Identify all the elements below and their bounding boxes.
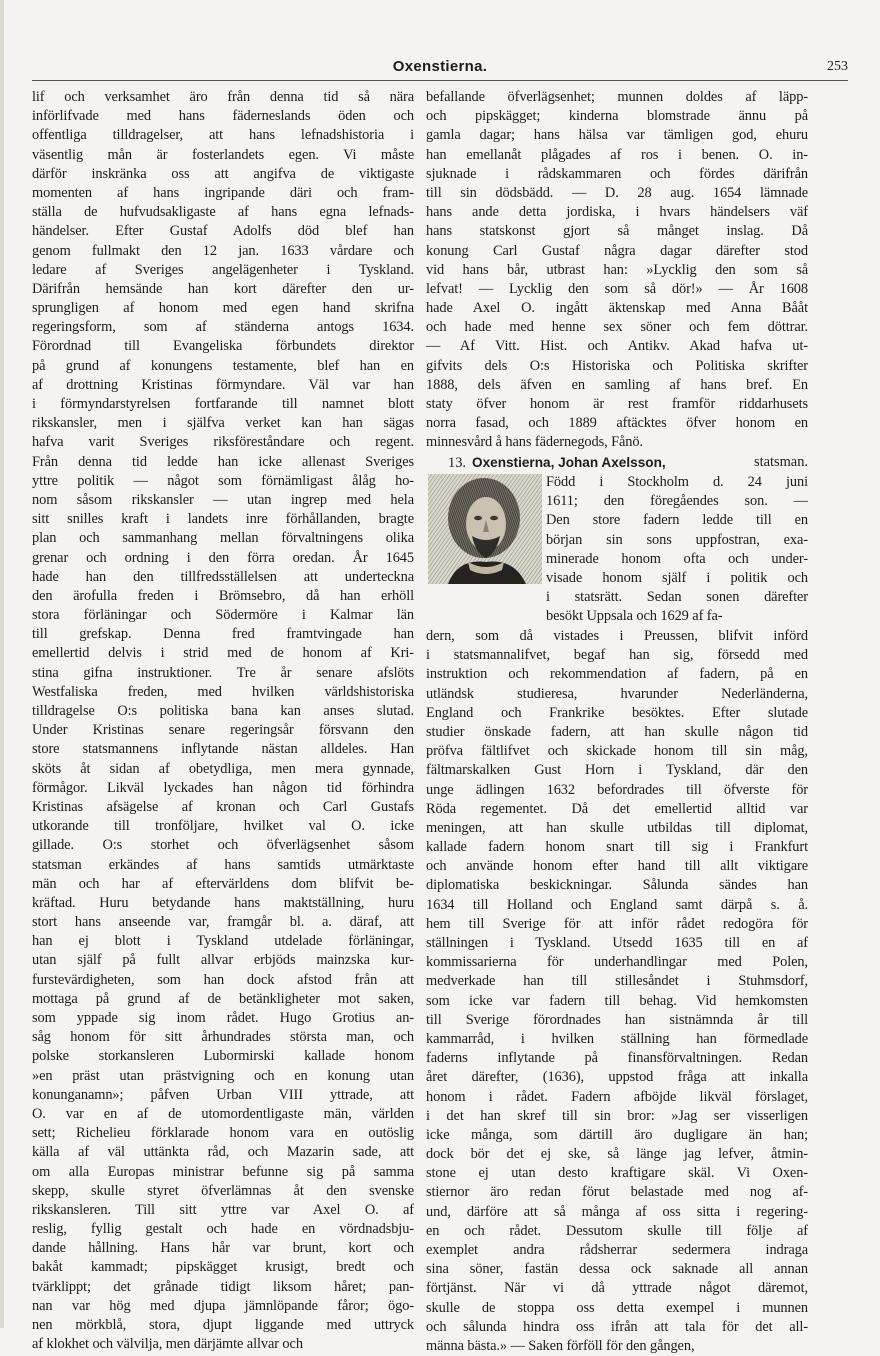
text-line: som yppade sig inom rådet. Hugo Grotius an- bbox=[32, 1010, 414, 1026]
text-line: skepp, skulle styret öfverlämnas åt den svenske bbox=[32, 1182, 414, 1199]
text-line: män och har af eftervärldens dom blifvit be- bbox=[32, 875, 414, 892]
text-line: Westfaliska freden, med hvilken världshistoriska bbox=[32, 683, 414, 700]
text-line: hade han den tillfredsställelsen att underteckna bbox=[32, 568, 414, 585]
text-line: pröfva fältlifvet och skickade honom till sin måg, bbox=[426, 743, 808, 760]
text-line: nom såsom rikskansler — utan ingrep med hela bbox=[32, 491, 414, 508]
text-line: utan själf på fullt allvar erbjöds mainzska kur- bbox=[32, 952, 414, 969]
text-line: utländsk studieresa, hvarunder Nederländerna, bbox=[426, 685, 808, 702]
text-line: genom fullmakt den 12 jan. 1633 vårdare och bbox=[32, 242, 414, 259]
text-line: momenten af hans ingripande däri och fram- bbox=[32, 184, 414, 201]
text-line: början sin sons uppfostran, exa- bbox=[546, 531, 808, 548]
text-line: sprungligen af honom med egen hand skrifna bbox=[32, 300, 414, 317]
text-line: plan och sammanhang mellan förvaltningens olika bbox=[32, 530, 414, 547]
text-line: konunganamn»; påfven Urban VIII yttrade, att bbox=[32, 1086, 414, 1103]
text-line: hem till Sverige för att inför rådet redogöra för bbox=[426, 915, 808, 932]
text-line: Född i Stockholm d. 24 juni bbox=[546, 474, 808, 490]
text-line: i statsmannalifvet, begaf han sig, försedd med bbox=[426, 647, 808, 664]
text-line: befallande öfverlägsenhet; munnen doldes af läpp- bbox=[426, 89, 808, 105]
text-line: männa bästa.» — Saken förföll för den gången, bbox=[426, 1337, 695, 1354]
text-line: hade Axel O. ingått äktenskap med Anna Bååt bbox=[426, 300, 808, 317]
text-line: dande hållning. Hans hår var brunt, kort och bbox=[32, 1240, 414, 1257]
entry-heading bbox=[426, 453, 808, 472]
text-line: bakåt kammadt; pipskägget krusigt, bredt och bbox=[32, 1259, 414, 1276]
text-line: studier önskade fadern, att han skulle någon tid bbox=[426, 723, 808, 740]
text-line: meningen, att han skulle utbildas till diplomat, bbox=[426, 819, 808, 836]
text-line: exemplet andra rådsherrar sedermera indraga bbox=[426, 1242, 808, 1258]
text-line: polske storkansleren Lubormirski kallade honom bbox=[32, 1048, 414, 1065]
text-line: England och Frankrike besöktes. Efter slutade bbox=[426, 704, 808, 721]
text-line: händelser. Efter Gustaf Adolfs död blef han bbox=[32, 223, 414, 240]
text-line: medverkade han till stillesåndet i Stuhmsdorf, bbox=[426, 973, 808, 990]
text-line: »en präst utan prästvigning och en konung utan bbox=[32, 1067, 414, 1084]
text-line: faderns inflytande på finansförvaltningen. Redan bbox=[426, 1050, 808, 1067]
text-line: nen mörkblå, stora, djupt liggande med uttryck bbox=[32, 1317, 414, 1333]
text-line: sett; Richelieu förklarade honom vara en outöslig bbox=[32, 1125, 414, 1142]
text-line: i statsrätt. Sedan sonen därefter bbox=[546, 589, 808, 606]
text-line: gillade. O:s storhet och öfverlägsenhet såsom bbox=[32, 837, 414, 854]
entry-name: Oxenstierna, Johan Axelsson, bbox=[472, 455, 666, 470]
text-line: i förmyndarstyrelsen fortfarande till namnet blott bbox=[32, 396, 414, 412]
text-line: Röda regementet. Då det emellertid alltid var bbox=[426, 800, 808, 817]
text-line: och pipskägget; kinderna blomstrade ännu på bbox=[426, 108, 808, 125]
entry-number: 13. bbox=[448, 455, 466, 471]
text-line: dern, som då vistades i Preussen, blifvit införd bbox=[426, 628, 808, 644]
text-line: visade honom själf i politik och bbox=[546, 569, 808, 586]
text-line: stina gifna instruktioner. Tre år senare afslöts bbox=[32, 664, 414, 681]
text-line: och sålunda hindra oss ifrån att tala för det all- bbox=[426, 1318, 808, 1335]
text-line: han emellanåt plågades af ros i benen. O. in- bbox=[426, 146, 808, 163]
text-line: stone ej utan desto kraftigare skäl. Vi Oxen- bbox=[426, 1165, 808, 1182]
text-line: såg honom för sitt århundrades största man, och bbox=[32, 1029, 414, 1046]
text-line: kallade fadern honom snart till sig i Frankfurt bbox=[426, 839, 808, 856]
text-line: den ärofulla freden i Brömsebro, då han erhöll bbox=[32, 587, 414, 604]
page-header bbox=[32, 58, 848, 81]
text-line: besökt Uppsala och 1629 af fa- bbox=[546, 608, 723, 625]
text-line: reslig, fyllig gestalt och hade en vördnadsbju- bbox=[32, 1221, 414, 1238]
text-line: emellertid delvis i strid med de honom af Kri- bbox=[32, 645, 414, 662]
text-line: yttre politik — något som förnämligast ålåg ho- bbox=[32, 472, 414, 489]
text-line: sina söner, fastän dessa ock saknade all annan bbox=[426, 1261, 808, 1278]
text-line: skulle de stoppa oss detta exempel i munnen bbox=[426, 1299, 808, 1316]
text-line: kommissarierna för underhandlingar med Polen, bbox=[426, 954, 808, 971]
text-line: — Af Vitt. Hist. och Antikv. Akad hafva ut- bbox=[426, 338, 808, 355]
text-line: 1634 till Holland och England samt därpå s. å. bbox=[426, 896, 808, 913]
text-line: sjuknade i rådskammaren och fördes därifrån bbox=[426, 165, 808, 182]
text-line: Förordnad till Evangeliska förbundets direktor bbox=[32, 338, 414, 355]
text-line: kammarråd, i hvilken ställning han förmedlade bbox=[426, 1030, 808, 1047]
text-line: hafva varit Sveriges riksföreståndare och regent. bbox=[32, 434, 414, 451]
text-line: lefvat! — Lycklig den som så dör!» — År 1608 bbox=[426, 280, 808, 297]
text-line: store statsmannens inflytande nästan alldeles. Han bbox=[32, 741, 414, 758]
text-line: lif och verksamhet äro från denna tid så nära bbox=[32, 89, 414, 105]
portrait-image bbox=[428, 474, 542, 584]
text-line: som icke var fadern till behag. Vid hemkomsten bbox=[426, 992, 808, 1009]
text-line: Från denna tid ledde han icke allenast Sveriges bbox=[32, 453, 414, 470]
text-line: ledare af Sveriges angelägenheter i Tyskland. bbox=[32, 261, 414, 278]
text-line: sköts åt sidan af obetydliga, men mera gynnade, bbox=[32, 760, 414, 777]
text-line: und, därföre att så många af oss sitta i regering- bbox=[426, 1203, 808, 1220]
text-line: Kristinas afsägelse af kronan och Carl Gustafs bbox=[32, 798, 414, 815]
text-line: nan var hög med djupa jämnlöpande fåror; ögo- bbox=[32, 1297, 414, 1314]
text-line: diplomatiska beskickningar. Sålunda sändes han bbox=[426, 877, 808, 894]
text-line: tilldragelse O:s politiska bana kan anses slutad. bbox=[32, 703, 414, 719]
text-line: en och rådet. Dessutom skulle till följe af bbox=[426, 1222, 808, 1239]
text-line: därför inskränka oss att angifva de viktigaste bbox=[32, 165, 414, 182]
right-column-bottom bbox=[426, 627, 808, 1356]
text-line: och använde honom efter hand till allt viktigare bbox=[426, 858, 808, 875]
text-line: regeringsform, som af ständerna antogs 1634. bbox=[32, 319, 414, 336]
text-line: stort hans anseende var, framgår bl. a. däraf, att bbox=[32, 914, 414, 931]
right-column-top bbox=[426, 88, 808, 453]
text-line: instruktion och rekommendation af fadern, på en bbox=[426, 666, 808, 683]
text-line: Under Kristinas senare regeringsår försvann den bbox=[32, 722, 414, 739]
text-line: af drottning Kristinas förmyndare. Väl var han bbox=[32, 376, 414, 393]
text-line: ställningen i Tyskland. Utsedd 1635 till en af bbox=[426, 935, 808, 951]
text-line: kräftad. Huru betydande hans maktställning, huru bbox=[32, 894, 414, 911]
text-line: tvärklippt; det grånade tidigt liksom håret; pan- bbox=[32, 1278, 414, 1295]
text-line: O. var en af de utomordentligaste män, världen bbox=[32, 1105, 414, 1122]
text-line: af klokhet och välvilja, men därjämte allvar och bbox=[32, 1336, 303, 1353]
text-line: sitt snilles kraft i landets inre förhållanden, bragte bbox=[32, 511, 414, 528]
text-line: 1888, dels äfven en samling af hans bref. En bbox=[426, 376, 808, 393]
text-line: fältmarskalken Gust Horn i Tyskland, där den bbox=[426, 762, 808, 779]
text-line: väsentlig mån är fosterlandets egen. Vi måste bbox=[32, 146, 414, 163]
text-line: Därifrån hemsände han kort därefter den ur- bbox=[32, 280, 414, 297]
text-line: konung Carl Gustaf några dagar därefter stod bbox=[426, 242, 808, 259]
left-column bbox=[32, 88, 414, 1354]
text-line: hans statskonst gjort så månget inslag. Då bbox=[426, 223, 808, 240]
text-line: 1611; den föregåendes son. — bbox=[546, 493, 808, 510]
entry-title: statsman. bbox=[754, 454, 808, 470]
text-line: honom i rådet. Fadern afböjde likväl förslaget, bbox=[426, 1088, 808, 1105]
text-line: utkorande till tronföljare, hvilket val O. icke bbox=[32, 818, 414, 835]
text-line: gamla dagar; hans hälsa var tämligen god, ehuru bbox=[426, 127, 808, 144]
text-line: stiernor äro redan förut belastade med nog af- bbox=[426, 1184, 808, 1201]
text-line: i det han skref till sin bror: »Jag ser visserligen bbox=[426, 1107, 808, 1124]
page-number: 253 bbox=[827, 59, 848, 74]
text-line: rikskansler, men i själfva verket kan han sägas bbox=[32, 415, 414, 432]
text-line: grenar och ordning i den förra oredan. År 1645 bbox=[32, 549, 414, 566]
text-line: till Sverige förordnades han sistnämnda år till bbox=[426, 1011, 808, 1028]
text-line: på grund af konungens testamente, blef han en bbox=[32, 357, 414, 374]
text-line: om alla Europas ministrar befunne sig på samma bbox=[32, 1163, 414, 1180]
text-line: furstevärdigheten, som han dock afstod från att bbox=[32, 971, 414, 988]
text-line: vid hans bår, utbrast han: »Lycklig den som så bbox=[426, 261, 808, 278]
text-line: källa af väl uttänkta råd, och Mazarin sade, att bbox=[32, 1144, 414, 1161]
text-line: förtjänst. När vi då yttrade något däremot, bbox=[426, 1280, 808, 1297]
text-line: icke många, som därtill äro dugligare än han; bbox=[426, 1126, 808, 1143]
text-line: dock bör det ej ske, så länge jag lefver, åtmin- bbox=[426, 1146, 808, 1163]
text-line: året därefter, (1636), uppstod fråga att inkalla bbox=[426, 1069, 808, 1086]
text-beside-portrait bbox=[546, 473, 808, 627]
text-line: unge ädlingen 1632 befordrades till öfverste för bbox=[426, 781, 808, 798]
text-line: statsman erkändes af hans samtids utmärktaste bbox=[32, 856, 414, 873]
text-line: till grefskap. Denna fred framtvingade han bbox=[32, 626, 414, 643]
page-gutter bbox=[0, 0, 4, 1328]
text-line: han ej blott i Tyskland utdelade förläningar, bbox=[32, 933, 414, 950]
text-line: staty öfver honom är rest framför riddarhusets bbox=[426, 396, 808, 412]
text-line: mottaga på grund af de betänkligheter mot saken, bbox=[32, 990, 414, 1007]
text-line: offentliga tilldragelser, att hans lefnadshistoria i bbox=[32, 127, 414, 144]
text-line: gifvits dels O:s Historiska och Politiska skrifter bbox=[426, 357, 808, 374]
text-line: Den store fadern ledde till en bbox=[546, 512, 808, 529]
text-line: till sin dödsbädd. — D. 28 aug. 1654 lämnade bbox=[426, 184, 808, 201]
portrait-engraving bbox=[428, 474, 542, 584]
text-line: hans ande detta jordiska, i hvars händelsers väf bbox=[426, 204, 808, 221]
text-line: rikskansleren. Till sitt yttre var Axel O. af bbox=[32, 1201, 414, 1218]
text-line: och hade med henne sex söner och fem döttrar. bbox=[426, 319, 808, 336]
text-line: minnesvård å hans fädernegods, Fånö. bbox=[426, 434, 643, 451]
text-line: ställa de hufvudsakligaste af hans egna lefnads- bbox=[32, 204, 414, 221]
text-line: minerade honom ofta och under- bbox=[546, 550, 808, 567]
running-title: Oxenstierna. bbox=[392, 58, 488, 75]
text-line: stora förläningar och Södermöre i Kalmar län bbox=[32, 607, 414, 624]
text-line: införlifvade med hans fäderneslands öden och bbox=[32, 108, 414, 125]
text-line: norra fasad, och 1889 aftäcktes öfver honom en bbox=[426, 415, 808, 432]
text-line: förmågor. Likväl lyckades han någon tid förhindra bbox=[32, 779, 414, 796]
